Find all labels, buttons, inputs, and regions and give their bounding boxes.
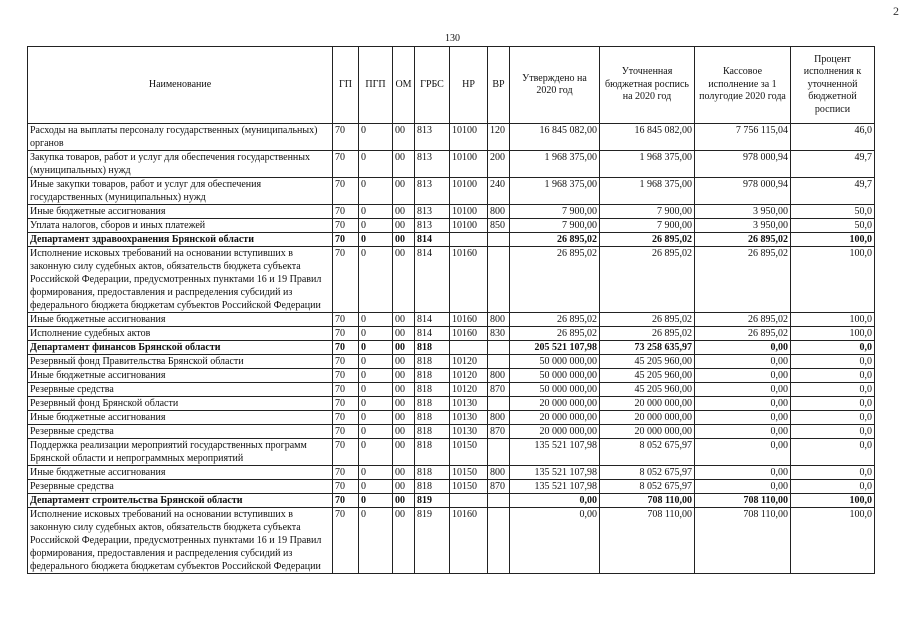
table-cell	[488, 247, 510, 313]
table-cell: 50,0	[791, 219, 875, 233]
column-header: ВР	[488, 47, 510, 124]
column-header: Процент исполнения к уточненной бюджетной росписи	[791, 47, 875, 124]
table-cell: 0,00	[695, 411, 791, 425]
table-cell: 708 110,00	[600, 494, 695, 508]
table-row	[28, 341, 875, 355]
table-cell: 8 052 675,97	[600, 439, 695, 466]
table-cell: 70	[333, 494, 359, 508]
table-cell: 135 521 107,98	[510, 480, 600, 494]
table-cell: 26 895,02	[600, 247, 695, 313]
table-cell: 70	[333, 151, 359, 178]
column-header: ОМ	[393, 47, 415, 124]
table-cell: 800	[488, 205, 510, 219]
table-cell: 1 968 375,00	[510, 151, 600, 178]
table-cell: 70	[333, 425, 359, 439]
table-cell: 00	[393, 341, 415, 355]
table-cell: 46,0	[791, 124, 875, 151]
table-cell: 819	[415, 494, 450, 508]
table-cell: Расходы на выплаты персоналу государственных (муниципальных) органов	[28, 124, 333, 151]
table-cell: 0	[359, 425, 393, 439]
table-cell: 0	[359, 397, 393, 411]
table-cell: 870	[488, 425, 510, 439]
table-cell: Резервные средства	[28, 425, 333, 439]
table-body	[28, 124, 875, 574]
table-cell: 0	[359, 355, 393, 369]
table-cell: 850	[488, 219, 510, 233]
table-row	[28, 439, 875, 466]
table-cell: 00	[393, 151, 415, 178]
table-cell: 50 000 000,00	[510, 355, 600, 369]
table-cell: 813	[415, 205, 450, 219]
table-cell: 708 110,00	[695, 508, 791, 574]
table-cell: 00	[393, 383, 415, 397]
table-cell: Иные бюджетные ассигнования	[28, 313, 333, 327]
table-cell: 00	[393, 480, 415, 494]
table-cell: 814	[415, 233, 450, 247]
table-cell: 0	[359, 247, 393, 313]
table-cell: 813	[415, 124, 450, 151]
table-cell: 800	[488, 411, 510, 425]
table-cell: 20 000 000,00	[600, 411, 695, 425]
table-cell: 70	[333, 369, 359, 383]
table-cell: 100,0	[791, 233, 875, 247]
page-number: 130	[445, 33, 460, 44]
table-cell: 26 895,02	[695, 233, 791, 247]
table-cell: 50,0	[791, 205, 875, 219]
table-cell: 0,0	[791, 411, 875, 425]
table-cell: 0,00	[695, 439, 791, 466]
table-cell: 20 000 000,00	[510, 425, 600, 439]
table-row	[28, 313, 875, 327]
table-row	[28, 151, 875, 178]
table-cell: 45 205 960,00	[600, 383, 695, 397]
table-cell: 978 000,94	[695, 151, 791, 178]
table-cell: 814	[415, 247, 450, 313]
column-header: НР	[450, 47, 488, 124]
table-cell: 70	[333, 508, 359, 574]
table-cell	[450, 341, 488, 355]
table-cell: 3 950,00	[695, 219, 791, 233]
table-cell: 16 845 082,00	[600, 124, 695, 151]
table-cell: 813	[415, 151, 450, 178]
table-cell: 818	[415, 355, 450, 369]
table-cell: 20 000 000,00	[510, 411, 600, 425]
table-cell: 0,0	[791, 369, 875, 383]
table-cell: 0	[359, 341, 393, 355]
table-cell: 70	[333, 178, 359, 205]
table-cell: 10160	[450, 508, 488, 574]
table-cell: 70	[333, 383, 359, 397]
table-row	[28, 425, 875, 439]
table-cell: 0,0	[791, 480, 875, 494]
table-cell: 813	[415, 178, 450, 205]
table-cell: 0	[359, 233, 393, 247]
table-cell: 26 895,02	[600, 233, 695, 247]
table-header-row	[28, 47, 875, 124]
table-cell: 00	[393, 124, 415, 151]
table-cell: 10160	[450, 247, 488, 313]
table-cell: 10160	[450, 313, 488, 327]
table-cell: 70	[333, 124, 359, 151]
table-cell: 00	[393, 369, 415, 383]
column-header: Кассовое исполнение за 1 полугодие 2020 года	[695, 47, 791, 124]
table-cell: 00	[393, 397, 415, 411]
column-header: Наименование	[28, 47, 333, 124]
table-cell: 10130	[450, 397, 488, 411]
table-cell: 70	[333, 205, 359, 219]
table-cell: 0	[359, 369, 393, 383]
table-cell	[488, 397, 510, 411]
table-cell: Иные бюджетные ассигнования	[28, 411, 333, 425]
table-cell: 10100	[450, 178, 488, 205]
table-cell: 100,0	[791, 327, 875, 341]
table-cell: Резервные средства	[28, 383, 333, 397]
table-cell: 45 205 960,00	[600, 355, 695, 369]
table-cell: 0	[359, 480, 393, 494]
table-cell: 00	[393, 425, 415, 439]
table-cell: 0	[359, 151, 393, 178]
table-cell: 00	[393, 494, 415, 508]
table-cell: 0,0	[791, 397, 875, 411]
table-cell: 26 895,02	[510, 313, 600, 327]
table-cell: 16 845 082,00	[510, 124, 600, 151]
table-cell: 0,00	[695, 341, 791, 355]
table-cell: 7 900,00	[600, 205, 695, 219]
table-cell: 240	[488, 178, 510, 205]
table-cell: 100,0	[791, 494, 875, 508]
table-cell: Департамент строительства Брянской области	[28, 494, 333, 508]
table-cell: 10100	[450, 151, 488, 178]
table-cell: Резервный фонд Правительства Брянской области	[28, 355, 333, 369]
column-header: Утверждено на 2020 год	[510, 47, 600, 124]
table-cell	[488, 341, 510, 355]
table-cell: 0,0	[791, 355, 875, 369]
table-cell: 0	[359, 124, 393, 151]
table-row	[28, 205, 875, 219]
table-cell: 0,00	[695, 355, 791, 369]
table-cell: 120	[488, 124, 510, 151]
table-cell: Закупка товаров, работ и услуг для обеспечения государственных (муниципальных) нужд	[28, 151, 333, 178]
table-cell: 00	[393, 233, 415, 247]
table-cell: Резервный фонд Брянской области	[28, 397, 333, 411]
table-cell: 10120	[450, 369, 488, 383]
table-cell: Исполнение судебных актов	[28, 327, 333, 341]
table-cell: Иные бюджетные ассигнования	[28, 369, 333, 383]
table-cell: 70	[333, 313, 359, 327]
table-cell: 00	[393, 327, 415, 341]
table-cell: 26 895,02	[695, 327, 791, 341]
table-cell: 50 000 000,00	[510, 369, 600, 383]
table-cell: 00	[393, 439, 415, 466]
table-cell: 70	[333, 327, 359, 341]
table-cell: 70	[333, 341, 359, 355]
table-cell: 818	[415, 341, 450, 355]
table-cell: 10160	[450, 327, 488, 341]
table-cell: 800	[488, 369, 510, 383]
table-cell: 3 950,00	[695, 205, 791, 219]
table-row	[28, 327, 875, 341]
table-cell: 70	[333, 247, 359, 313]
table-cell: 00	[393, 205, 415, 219]
table-row	[28, 247, 875, 313]
table-cell	[450, 494, 488, 508]
table-cell: 00	[393, 355, 415, 369]
table-cell: 0	[359, 383, 393, 397]
table-row	[28, 480, 875, 494]
table-cell: 10100	[450, 124, 488, 151]
table-cell: 73 258 635,97	[600, 341, 695, 355]
table-cell: Резервные средства	[28, 480, 333, 494]
table-cell: 819	[415, 508, 450, 574]
table-cell: 830	[488, 327, 510, 341]
table-row	[28, 178, 875, 205]
table-cell: Поддержка реализации мероприятий государственных программ Брянской области и непрограммных мероприятий	[28, 439, 333, 466]
table-cell: 70	[333, 439, 359, 466]
table-row	[28, 233, 875, 247]
table-cell: 818	[415, 397, 450, 411]
table-cell: 10100	[450, 219, 488, 233]
column-header: ГП	[333, 47, 359, 124]
table-cell: 818	[415, 411, 450, 425]
table-cell: 10120	[450, 383, 488, 397]
table-cell	[488, 355, 510, 369]
table-cell: 10130	[450, 411, 488, 425]
table-cell: 0,00	[510, 494, 600, 508]
table-cell: 200	[488, 151, 510, 178]
table-cell: Иные закупки товаров, работ и услуг для обеспечения государственных (муниципальных) нужд	[28, 178, 333, 205]
table-cell: 10150	[450, 466, 488, 480]
table-cell: Исполнение исковых требований на основании вступивших в законную силу судебных актов, обязательств бюджета субъекта Российской Федерации, предусмотренных пунктами 16 и 19 Правил формирования, предоставления и распределения субсидий из федерального бюджета бюджетам субъектов Российской Федерации	[28, 247, 333, 313]
table-cell: 70	[333, 233, 359, 247]
table-cell: 135 521 107,98	[510, 466, 600, 480]
table-cell: 0,0	[791, 466, 875, 480]
table-row	[28, 219, 875, 233]
table-row	[28, 383, 875, 397]
table-cell: 26 895,02	[695, 313, 791, 327]
table-row	[28, 466, 875, 480]
table-cell: 813	[415, 219, 450, 233]
table-cell	[488, 439, 510, 466]
table-cell: 70	[333, 355, 359, 369]
table-cell: 0,00	[695, 397, 791, 411]
table-row	[28, 508, 875, 574]
table-row	[28, 355, 875, 369]
table-cell: 818	[415, 369, 450, 383]
table-cell: Департамент финансов Брянской области	[28, 341, 333, 355]
table-cell: Иные бюджетные ассигнования	[28, 205, 333, 219]
table-cell: 10130	[450, 425, 488, 439]
table-cell: Департамент здравоохранения Брянской области	[28, 233, 333, 247]
table-cell: 70	[333, 219, 359, 233]
table-cell: 870	[488, 383, 510, 397]
table-cell: 49,7	[791, 178, 875, 205]
table-cell: 45 205 960,00	[600, 369, 695, 383]
table-cell: 0,00	[695, 369, 791, 383]
table-cell	[488, 494, 510, 508]
table-cell: 20 000 000,00	[600, 397, 695, 411]
table-cell: 0	[359, 466, 393, 480]
table-cell: 10120	[450, 355, 488, 369]
table-cell: 0	[359, 178, 393, 205]
table-cell: 00	[393, 219, 415, 233]
table-cell: 0	[359, 508, 393, 574]
table-cell: 0	[359, 205, 393, 219]
table-cell: 0,00	[695, 425, 791, 439]
table-cell: 0,0	[791, 425, 875, 439]
table-cell: Уплата налогов, сборов и иных платежей	[28, 219, 333, 233]
column-header: Уточненная бюджетная роспись на 2020 год	[600, 47, 695, 124]
table-cell: 100,0	[791, 313, 875, 327]
table-cell: 814	[415, 327, 450, 341]
table-cell: 0,00	[510, 508, 600, 574]
table-cell: 708 110,00	[695, 494, 791, 508]
table-cell: 0,0	[791, 341, 875, 355]
table-cell: 7 756 115,04	[695, 124, 791, 151]
table-cell: 708 110,00	[600, 508, 695, 574]
table-cell: 800	[488, 466, 510, 480]
table-cell: 818	[415, 425, 450, 439]
table-cell	[450, 233, 488, 247]
column-header: ГРБС	[415, 47, 450, 124]
table-cell: 818	[415, 439, 450, 466]
table-cell: 20 000 000,00	[600, 425, 695, 439]
table-cell: 26 895,02	[600, 327, 695, 341]
table-cell: 818	[415, 480, 450, 494]
table-cell: 00	[393, 508, 415, 574]
table-cell: 0,0	[791, 439, 875, 466]
table-cell: 10150	[450, 480, 488, 494]
table-cell: Исполнение исковых требований на основании вступивших в законную силу судебных актов, обязательств бюджета субъекта Российской Федерации, предусмотренных пунктами 16 и 19 Правил формирования, предоставления и распределения субсидий из федерального бюджета бюджетам субъектов Российской Федерации	[28, 508, 333, 574]
table-cell: 1 968 375,00	[510, 178, 600, 205]
column-header: ПГП	[359, 47, 393, 124]
table-cell: 0,00	[695, 383, 791, 397]
table-cell: 70	[333, 480, 359, 494]
table-cell: 0	[359, 219, 393, 233]
table-cell: 26 895,02	[510, 233, 600, 247]
table-cell: 26 895,02	[695, 247, 791, 313]
table-cell: 0	[359, 439, 393, 466]
table-cell: 8 052 675,97	[600, 466, 695, 480]
table-row	[28, 411, 875, 425]
table-row	[28, 397, 875, 411]
table-cell: 26 895,02	[510, 247, 600, 313]
table-cell: 800	[488, 313, 510, 327]
table-cell: 135 521 107,98	[510, 439, 600, 466]
table-row	[28, 369, 875, 383]
table-cell: 818	[415, 466, 450, 480]
table-cell: 100,0	[791, 508, 875, 574]
table-cell	[488, 233, 510, 247]
table-cell: 978 000,94	[695, 178, 791, 205]
table-cell: 0,0	[791, 383, 875, 397]
table-cell: 00	[393, 313, 415, 327]
table-cell: 7 900,00	[510, 205, 600, 219]
table-cell: 1 968 375,00	[600, 151, 695, 178]
table-cell: 26 895,02	[600, 313, 695, 327]
table-cell: 0,00	[695, 466, 791, 480]
table-cell: 10150	[450, 439, 488, 466]
table-cell: 00	[393, 411, 415, 425]
table-cell: 70	[333, 411, 359, 425]
table-cell: 50 000 000,00	[510, 383, 600, 397]
table-cell: 7 900,00	[510, 219, 600, 233]
table-cell: 814	[415, 313, 450, 327]
table-cell: 49,7	[791, 151, 875, 178]
table-cell: 0	[359, 313, 393, 327]
table-cell: Иные бюджетные ассигнования	[28, 466, 333, 480]
table-cell: 818	[415, 383, 450, 397]
table-cell: 10100	[450, 205, 488, 219]
table-cell: 00	[393, 178, 415, 205]
table-cell: 0,00	[695, 480, 791, 494]
table-row	[28, 124, 875, 151]
table-cell: 70	[333, 397, 359, 411]
table-cell: 00	[393, 466, 415, 480]
table-cell: 26 895,02	[510, 327, 600, 341]
table-cell: 870	[488, 480, 510, 494]
table-cell: 70	[333, 466, 359, 480]
table-cell: 0	[359, 327, 393, 341]
corner-mark: 2	[893, 4, 899, 18]
table-cell: 1 968 375,00	[600, 178, 695, 205]
table-cell	[488, 508, 510, 574]
table-cell: 100,0	[791, 247, 875, 313]
table-cell: 7 900,00	[600, 219, 695, 233]
table-cell: 8 052 675,97	[600, 480, 695, 494]
table-row	[28, 494, 875, 508]
table-cell: 0	[359, 411, 393, 425]
table-cell: 0	[359, 494, 393, 508]
table-cell: 205 521 107,98	[510, 341, 600, 355]
table-cell: 00	[393, 247, 415, 313]
budget-table	[27, 46, 875, 574]
table-cell: 20 000 000,00	[510, 397, 600, 411]
